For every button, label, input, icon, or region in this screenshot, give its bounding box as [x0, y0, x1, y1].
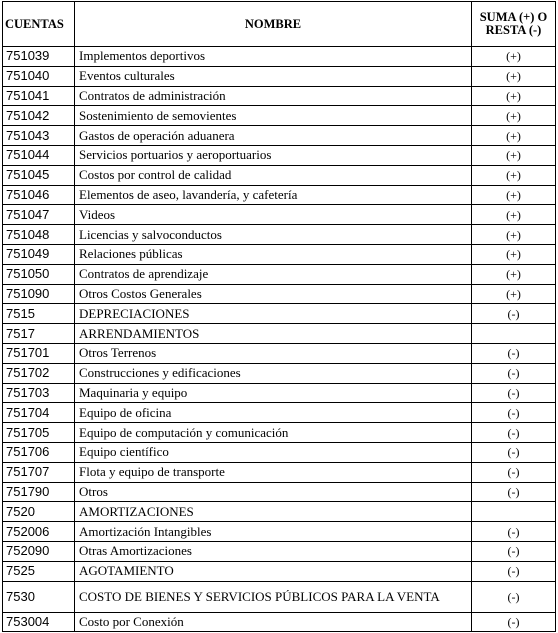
account-name: Sostenimiento de semovientes	[75, 106, 472, 126]
table-body	[3, 47, 556, 632]
table-row	[3, 126, 556, 146]
account-name: Elementos de aseo, lavandería, y cafetería	[75, 185, 472, 205]
table-row	[3, 423, 556, 443]
account-name: Otros	[75, 482, 472, 502]
account-sign: (+)	[472, 284, 556, 304]
account-sign: (-)	[472, 383, 556, 403]
account-code: 751704	[3, 403, 75, 423]
account-code: 751042	[3, 106, 75, 126]
account-sign: (+)	[472, 86, 556, 106]
account-code: 751040	[3, 66, 75, 86]
table-row	[3, 383, 556, 403]
table-row	[3, 304, 556, 324]
account-sign: (+)	[472, 47, 556, 67]
table-row	[3, 502, 556, 522]
account-sign: (+)	[472, 126, 556, 146]
account-code: 7525	[3, 561, 75, 581]
account-name: Equipo de computación y comunicación	[75, 423, 472, 443]
table-row	[3, 244, 556, 264]
account-sign: (-)	[472, 343, 556, 363]
account-sign: (-)	[472, 442, 556, 462]
account-name: AGOTAMIENTO	[75, 561, 472, 581]
account-sign: (-)	[472, 304, 556, 324]
header-suma-resta: SUMA (+) O RESTA (-)	[472, 2, 556, 47]
account-name: DEPRECIACIONES	[75, 304, 472, 324]
account-sign: (+)	[472, 205, 556, 225]
account-name: Flota y equipo de transporte	[75, 462, 472, 482]
table-row	[3, 581, 556, 612]
account-code: 751043	[3, 126, 75, 146]
account-name: Relaciones públicas	[75, 244, 472, 264]
account-name: Implementos deportivos	[75, 47, 472, 67]
account-code: 751046	[3, 185, 75, 205]
account-name: Costo por Conexión	[75, 612, 472, 632]
account-name: Contratos de aprendizaje	[75, 264, 472, 284]
table-row	[3, 165, 556, 185]
account-sign: (-)	[472, 541, 556, 561]
account-code: 751707	[3, 462, 75, 482]
account-code: 7517	[3, 324, 75, 344]
account-code: 751790	[3, 482, 75, 502]
account-code: 751041	[3, 86, 75, 106]
account-name: Equipo científico	[75, 442, 472, 462]
table-row	[3, 284, 556, 304]
account-code: 753004	[3, 612, 75, 632]
account-code: 751702	[3, 363, 75, 383]
account-code: 751050	[3, 264, 75, 284]
account-code: 751706	[3, 442, 75, 462]
account-name: Amortización Intangibles	[75, 522, 472, 542]
account-code: 751039	[3, 47, 75, 67]
account-name: Gastos de operación aduanera	[75, 126, 472, 146]
account-sign: (+)	[472, 165, 556, 185]
header-cuentas: CUENTAS	[3, 2, 75, 47]
table-row	[3, 482, 556, 502]
account-name: Equipo de oficina	[75, 403, 472, 423]
account-code: 751703	[3, 383, 75, 403]
account-name: AMORTIZACIONES	[75, 502, 472, 522]
account-sign: (+)	[472, 225, 556, 245]
account-sign: (-)	[472, 581, 556, 612]
account-code: 751049	[3, 244, 75, 264]
table-row	[3, 225, 556, 245]
table-row	[3, 541, 556, 561]
header-nombre: NOMBRE	[75, 2, 472, 47]
table-row	[3, 106, 556, 126]
account-name: ARRENDAMIENTOS	[75, 324, 472, 344]
table-row	[3, 612, 556, 632]
account-name: Eventos culturales	[75, 66, 472, 86]
table-row	[3, 363, 556, 383]
table-row	[3, 324, 556, 344]
table-row	[3, 442, 556, 462]
account-code: 7520	[3, 502, 75, 522]
table-row	[3, 264, 556, 284]
account-code: 751044	[3, 145, 75, 165]
table-row	[3, 522, 556, 542]
table-row	[3, 561, 556, 581]
account-name: Contratos de administración	[75, 86, 472, 106]
table-row	[3, 205, 556, 225]
account-code: 751701	[3, 343, 75, 363]
account-code: 751090	[3, 284, 75, 304]
account-name: Licencias y salvoconductos	[75, 225, 472, 245]
table-header-row	[3, 2, 556, 47]
account-sign: (+)	[472, 145, 556, 165]
account-name: Otros Terrenos	[75, 343, 472, 363]
account-name: Servicios portuarios y aeroportuarios	[75, 145, 472, 165]
table-row	[3, 462, 556, 482]
account-code: 7515	[3, 304, 75, 324]
table-row	[3, 66, 556, 86]
account-name: COSTO DE BIENES Y SERVICIOS PÚBLICOS PARA LA VENTA	[75, 581, 472, 612]
account-sign: (-)	[472, 462, 556, 482]
table-row	[3, 185, 556, 205]
table-row	[3, 86, 556, 106]
account-code: 752090	[3, 541, 75, 561]
account-sign: (-)	[472, 482, 556, 502]
account-code: 7530	[3, 581, 75, 612]
account-sign	[472, 502, 556, 522]
account-code: 752006	[3, 522, 75, 542]
account-sign: (-)	[472, 423, 556, 443]
account-sign	[472, 324, 556, 344]
account-sign: (-)	[472, 522, 556, 542]
account-code: 751045	[3, 165, 75, 185]
account-name: Construcciones y edificaciones	[75, 363, 472, 383]
account-sign: (-)	[472, 561, 556, 581]
account-sign: (+)	[472, 106, 556, 126]
account-name: Otros Costos Generales	[75, 284, 472, 304]
table-row	[3, 145, 556, 165]
account-name: Maquinaria y equipo	[75, 383, 472, 403]
account-sign: (-)	[472, 403, 556, 423]
account-name: Otras Amortizaciones	[75, 541, 472, 561]
account-sign: (+)	[472, 264, 556, 284]
table-row	[3, 403, 556, 423]
account-name: Videos	[75, 205, 472, 225]
account-code: 751705	[3, 423, 75, 443]
account-code: 751047	[3, 205, 75, 225]
account-code: 751048	[3, 225, 75, 245]
account-sign: (-)	[472, 363, 556, 383]
account-name: Costos por control de calidad	[75, 165, 472, 185]
account-sign: (+)	[472, 244, 556, 264]
table-row	[3, 47, 556, 67]
accounts-table	[2, 1, 556, 632]
account-sign: (+)	[472, 185, 556, 205]
account-sign: (-)	[472, 612, 556, 632]
table-row	[3, 343, 556, 363]
account-sign: (+)	[472, 66, 556, 86]
